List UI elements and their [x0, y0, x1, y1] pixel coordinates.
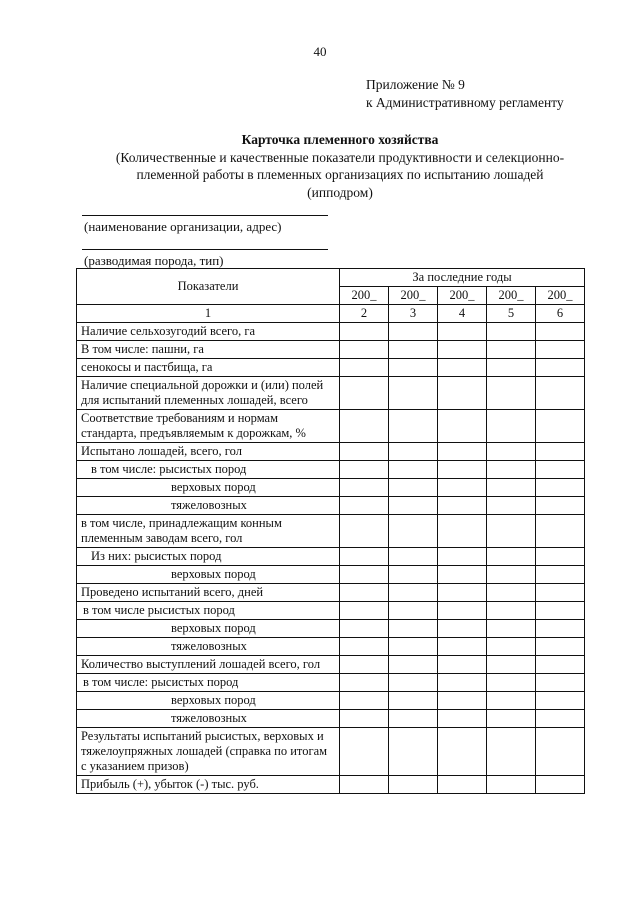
value-cell — [438, 638, 487, 656]
value-cell — [536, 479, 585, 497]
value-cell — [438, 497, 487, 515]
breed-fill-line — [82, 249, 328, 250]
document-title: Карточка племенного хозяйства — [241, 132, 439, 147]
value-cell — [487, 443, 536, 461]
document-subtitle-line-3: (ипподром) — [307, 184, 373, 200]
value-cell — [487, 656, 536, 674]
table-row — [77, 602, 585, 620]
value-cell — [536, 497, 585, 515]
value-cell — [340, 710, 389, 728]
indicator-label: Результаты испытаний рысистых, верховых и тяжелоупряжных лошадей (справка по итогам с указанием призов) — [77, 728, 340, 776]
column-number: 2 — [340, 305, 389, 323]
value-cell — [536, 584, 585, 602]
indicator-label: в том числе, принадлежащим конным племенным заводам всего, гол — [77, 515, 340, 548]
indicators-table — [76, 268, 585, 794]
indicator-label: тяжеловозных — [77, 638, 340, 656]
value-cell — [438, 620, 487, 638]
value-cell — [389, 638, 438, 656]
column-number: 3 — [389, 305, 438, 323]
indicator-label: Проведено испытаний всего, дней — [77, 584, 340, 602]
value-cell — [389, 341, 438, 359]
value-cell — [340, 497, 389, 515]
appendix-regulation: к Административному регламенту — [366, 95, 564, 110]
value-cell — [536, 341, 585, 359]
value-cell — [536, 656, 585, 674]
indicator-label: Наличие специальной дорожки и (или) полей для испытаний племенных лошадей, всего — [77, 377, 340, 410]
value-cell — [438, 656, 487, 674]
value-cell — [536, 620, 585, 638]
value-cell — [438, 443, 487, 461]
value-cell — [536, 515, 585, 548]
value-cell — [438, 410, 487, 443]
value-cell — [536, 638, 585, 656]
value-cell — [438, 479, 487, 497]
value-cell — [487, 620, 536, 638]
value-cell — [340, 656, 389, 674]
column-number: 1 — [77, 305, 340, 323]
table-row — [77, 341, 585, 359]
table-row — [77, 566, 585, 584]
value-cell — [340, 377, 389, 410]
value-cell — [536, 410, 585, 443]
column-numbers-row — [77, 305, 585, 323]
value-cell — [340, 359, 389, 377]
indicator-label: Испытано лошадей, всего, гол — [77, 443, 340, 461]
value-cell — [438, 776, 487, 794]
value-cell — [438, 323, 487, 341]
value-cell — [487, 776, 536, 794]
value-cell — [487, 692, 536, 710]
value-cell — [487, 602, 536, 620]
value-cell — [536, 377, 585, 410]
value-cell — [389, 620, 438, 638]
value-cell — [389, 656, 438, 674]
table-row — [77, 377, 585, 410]
indicator-label: тяжеловозных — [77, 497, 340, 515]
year-column: 200_ — [389, 287, 438, 305]
value-cell — [438, 548, 487, 566]
table-row — [77, 497, 585, 515]
table-row — [77, 443, 585, 461]
appendix-reference — [366, 76, 564, 112]
value-cell — [536, 359, 585, 377]
value-cell — [389, 497, 438, 515]
table-body — [77, 323, 585, 794]
value-cell — [389, 674, 438, 692]
value-cell — [389, 323, 438, 341]
value-cell — [438, 602, 487, 620]
value-cell — [389, 443, 438, 461]
value-cell — [536, 548, 585, 566]
value-cell — [487, 497, 536, 515]
value-cell — [438, 674, 487, 692]
indicator-label: в том числе: рысистых пород — [77, 674, 340, 692]
value-cell — [487, 410, 536, 443]
value-cell — [340, 341, 389, 359]
table-row — [77, 479, 585, 497]
value-cell — [340, 776, 389, 794]
value-cell — [536, 602, 585, 620]
value-cell — [340, 602, 389, 620]
table-row — [77, 515, 585, 548]
value-cell — [340, 674, 389, 692]
table-row — [77, 584, 585, 602]
value-cell — [536, 323, 585, 341]
value-cell — [340, 548, 389, 566]
value-cell — [487, 638, 536, 656]
indicator-label: В том числе: пашни, га — [77, 341, 340, 359]
value-cell — [340, 323, 389, 341]
value-cell — [487, 710, 536, 728]
indicator-label: тяжеловозных — [77, 710, 340, 728]
breed-caption: (разводимая порода, тип) — [84, 253, 224, 268]
table-row — [77, 728, 585, 776]
indicator-label: верховых пород — [77, 566, 340, 584]
value-cell — [487, 515, 536, 548]
indicator-label: верховых пород — [77, 479, 340, 497]
indicator-label: Из них: рысистых пород — [77, 548, 340, 566]
value-cell — [438, 341, 487, 359]
indicator-label: Наличие сельхозугодий всего, га — [77, 323, 340, 341]
year-column: 200_ — [340, 287, 389, 305]
value-cell — [487, 566, 536, 584]
value-cell — [389, 566, 438, 584]
value-cell — [389, 776, 438, 794]
value-cell — [487, 359, 536, 377]
indicator-label: Прибыль (+), убыток (-) тыс. руб. — [77, 776, 340, 794]
value-cell — [438, 710, 487, 728]
value-cell — [487, 341, 536, 359]
year-column: 200_ — [487, 287, 536, 305]
value-cell — [438, 359, 487, 377]
value-cell — [389, 692, 438, 710]
value-cell — [389, 410, 438, 443]
value-cell — [340, 443, 389, 461]
page-number: 40 — [313, 44, 327, 59]
value-cell — [389, 602, 438, 620]
table-row — [77, 692, 585, 710]
value-cell — [389, 461, 438, 479]
document-subtitle-line-2: племенной работы в племенных организациях по испытанию лошадей — [136, 167, 544, 182]
value-cell — [438, 584, 487, 602]
value-cell — [340, 566, 389, 584]
value-cell — [536, 710, 585, 728]
document-title-block — [60, 131, 620, 201]
value-cell — [536, 443, 585, 461]
value-cell — [536, 566, 585, 584]
value-cell — [340, 620, 389, 638]
indicator-label: сенокосы и пастбища, га — [77, 359, 340, 377]
indicator-label: Количество выступлений лошадей всего, гол — [77, 656, 340, 674]
table-row — [77, 359, 585, 377]
table-row — [77, 620, 585, 638]
value-cell — [536, 461, 585, 479]
value-cell — [487, 377, 536, 410]
value-cell — [487, 479, 536, 497]
table-row — [77, 776, 585, 794]
indicator-label: верховых пород — [77, 620, 340, 638]
value-cell — [340, 461, 389, 479]
value-cell — [340, 515, 389, 548]
table-row — [77, 548, 585, 566]
column-number: 6 — [536, 305, 585, 323]
value-cell — [389, 710, 438, 728]
value-cell — [340, 479, 389, 497]
value-cell — [340, 728, 389, 776]
value-cell — [389, 515, 438, 548]
table-row — [77, 710, 585, 728]
value-cell — [438, 728, 487, 776]
table-row — [77, 410, 585, 443]
value-cell — [389, 377, 438, 410]
value-cell — [487, 461, 536, 479]
value-cell — [536, 674, 585, 692]
organization-fill-line — [82, 215, 328, 216]
value-cell — [438, 461, 487, 479]
value-cell — [340, 692, 389, 710]
table-row — [77, 638, 585, 656]
table-row — [77, 674, 585, 692]
value-cell — [536, 728, 585, 776]
value-cell — [536, 776, 585, 794]
value-cell — [487, 674, 536, 692]
value-cell — [438, 377, 487, 410]
header-indicators: Показатели — [77, 269, 340, 305]
value-cell — [487, 323, 536, 341]
year-column: 200_ — [536, 287, 585, 305]
value-cell — [487, 728, 536, 776]
value-cell — [389, 359, 438, 377]
value-cell — [438, 515, 487, 548]
table-header-row — [77, 269, 585, 287]
value-cell — [340, 410, 389, 443]
value-cell — [389, 548, 438, 566]
organization-caption: (наименование организации, адрес) — [84, 219, 282, 234]
indicator-label: Соответствие требованиям и нормам стандарта, предъявляемым к дорожкам, % — [77, 410, 340, 443]
value-cell — [389, 584, 438, 602]
document-subtitle-line-1: (Количественные и качественные показатели продуктивности и селекционно- — [115, 149, 565, 165]
table-row — [77, 461, 585, 479]
column-number: 5 — [487, 305, 536, 323]
value-cell — [536, 692, 585, 710]
year-column: 200_ — [438, 287, 487, 305]
indicator-label: в том числе: рысистых пород — [77, 461, 340, 479]
value-cell — [389, 728, 438, 776]
indicator-label: в том числе рысистых пород — [77, 602, 340, 620]
value-cell — [487, 584, 536, 602]
indicator-label: верховых пород — [77, 692, 340, 710]
appendix-number: Приложение № 9 — [366, 77, 465, 92]
value-cell — [438, 692, 487, 710]
column-number: 4 — [438, 305, 487, 323]
value-cell — [487, 548, 536, 566]
table-row — [77, 656, 585, 674]
value-cell — [340, 638, 389, 656]
table-row — [77, 323, 585, 341]
header-last-years: За последние годы — [340, 269, 585, 287]
value-cell — [438, 566, 487, 584]
value-cell — [340, 584, 389, 602]
value-cell — [389, 479, 438, 497]
